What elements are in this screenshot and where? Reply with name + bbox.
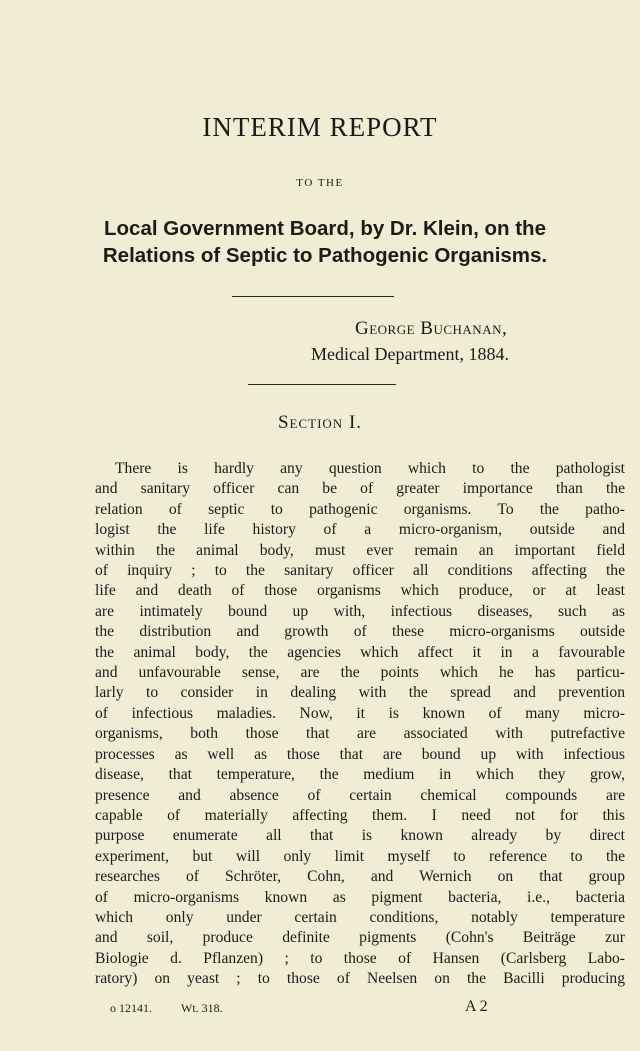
report-subtitle [95,215,555,269]
body-line: of micro-organisms known as pigment bacteria, i.e., bacteria [95,888,625,906]
body-line: organisms, both those that are associated with putrefactive [95,725,625,743]
footer-leaf-signature: A 2 [465,998,488,1015]
divider-rule [248,384,396,385]
body-line: life and death of those organisms which produce, or at least [95,582,625,600]
author-name: George Buchanan, [355,318,508,339]
section-heading: Section I. [277,412,363,433]
footer-signature-mark: o 12141. [110,1001,152,1015]
body-line: and soil, produce definite pigments (Cohn's Beiträge zur [95,929,625,947]
subtitle-line: Relations of Septic to Pathogenic Organisms. [102,244,548,267]
report-title: INTERIM REPORT [202,112,438,142]
body-line: processes as well as those that are bound up with infectious [95,745,625,763]
body-line: capable of materially affecting them. I need not for this [95,806,625,824]
body-line: logist the life history of a micro-organism, outside and [95,521,625,539]
body-line: disease, that temperature, the medium in which they grow, [95,766,625,784]
body-line: researches of Schröter, Cohn, and Wernich on that group [95,868,625,886]
body-line: within the animal body, must ever remain an important field [95,541,625,559]
body-line: the animal body, the agencies which affect it in a favourable [95,643,625,661]
body-line: and sanitary officer can be of greater importance than the [95,480,625,498]
body-line: Biologie d. Pflanzen) ; to those of Hansen (Carlsberg Labo- [95,949,625,967]
body-line: purpose enumerate all that is known already by direct [95,827,625,845]
body-line: relation of septic to pathogenic organisms. To the patho- [95,500,625,518]
body-line: larly to consider in dealing with the spread and prevention [95,684,625,702]
body-line: presence and absence of certain chemical compounds are [95,786,625,804]
body-line: There is hardly any question which to the pathologist [115,460,625,477]
body-line: of infectious maladies. Now, it is known of many micro- [95,704,625,722]
to-the-line: TO THE [296,177,344,189]
divider-rule [232,296,394,297]
body-paragraph [95,459,625,990]
body-line: which only under certain conditions, notably temperature [95,908,625,926]
body-line: are intimately bound up with, infectious diseases, such as [95,602,625,620]
body-line: ratory) on yeast ; to those of Neelsen on the Bacilli producing [95,970,625,988]
body-line: of inquiry ; to the sanitary officer all conditions affecting the [95,562,625,580]
body-line: the distribution and growth of these micro-organisms outside [95,623,625,641]
subtitle-line: Local Government Board, by Dr. Klein, on the [104,217,546,240]
body-line: experiment, but will only limit myself to reference to the [95,847,625,865]
department-date: Medical Department, 1884. [311,344,509,364]
footer-weight-mark: Wt. 318. [181,1001,223,1015]
body-line: and unfavourable sense, are the points which he has particu- [95,664,625,682]
